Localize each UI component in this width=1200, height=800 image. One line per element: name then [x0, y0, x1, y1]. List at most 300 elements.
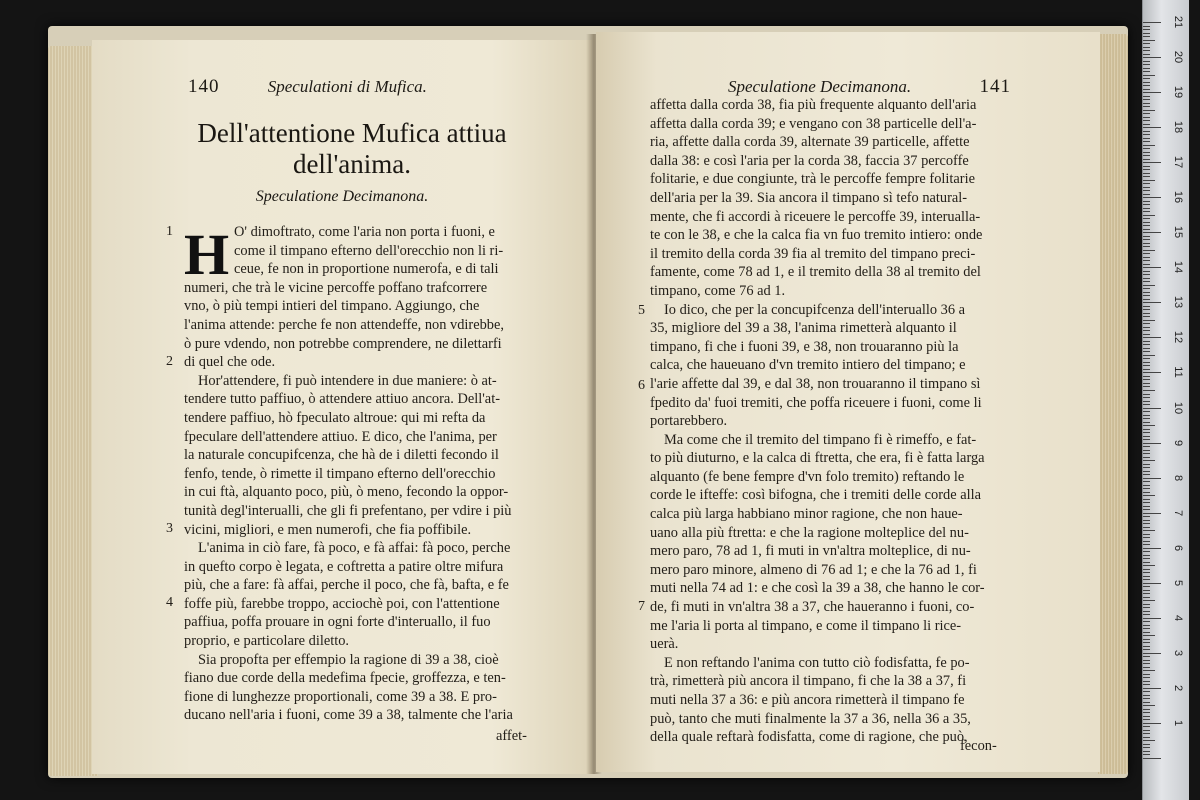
- ruler-tick: [1143, 320, 1155, 321]
- ruler-tick: [1143, 141, 1150, 142]
- ruler-tick: [1143, 450, 1150, 451]
- text-line: il tremito della corda 39 fia al tremito del timpano preci-: [650, 245, 976, 262]
- ruler-tick: [1143, 481, 1150, 482]
- ruler-tick: [1143, 64, 1150, 65]
- ruler-tick: [1143, 681, 1150, 682]
- ruler-tick: [1143, 176, 1150, 177]
- paragraph-number: 4: [166, 595, 173, 610]
- ruler-tick: [1143, 330, 1150, 331]
- ruler-number: 2: [1172, 684, 1184, 691]
- ruler-tick: [1143, 43, 1150, 44]
- ruler-tick: [1143, 611, 1150, 612]
- ruler-tick: [1143, 246, 1150, 247]
- ruler-tick: [1143, 369, 1150, 370]
- ruler-tick: [1143, 548, 1161, 549]
- text-line: ria, affette dalla corda 39, alternate 39 particelle, affette: [650, 134, 970, 151]
- ruler-tick: [1143, 208, 1150, 209]
- ruler-tick: [1143, 614, 1150, 615]
- ruler-tick: [1143, 628, 1150, 629]
- ruler-tick: [1143, 460, 1155, 461]
- ruler-tick: [1143, 222, 1150, 223]
- left-running-head: [188, 76, 427, 98]
- ruler-tick: [1143, 418, 1150, 419]
- ruler-tick: [1143, 211, 1150, 212]
- ruler-tick: [1143, 302, 1161, 303]
- ruler-tick: [1143, 579, 1150, 580]
- left-folio: 140: [188, 76, 220, 97]
- ruler-tick: [1143, 134, 1150, 135]
- ruler-tick: [1143, 61, 1150, 62]
- ruler-number: 8: [1172, 474, 1184, 481]
- page-block-edge-right: [1098, 34, 1128, 774]
- ruler-tick: [1143, 513, 1161, 514]
- ruler-tick: [1143, 516, 1150, 517]
- ruler-tick: [1143, 590, 1150, 591]
- ruler-tick: [1143, 267, 1161, 268]
- ruler-tick: [1143, 474, 1150, 475]
- ruler-tick: [1143, 705, 1155, 706]
- ruler-tick: [1143, 684, 1150, 685]
- ruler-tick: [1143, 656, 1150, 657]
- ruler-tick: [1143, 754, 1150, 755]
- ruler-tick: [1143, 190, 1150, 191]
- ruler-tick: [1143, 691, 1150, 692]
- text-line: timpano, come 76 ad 1.: [650, 282, 786, 299]
- ruler-tick: [1143, 744, 1150, 745]
- ruler-tick: [1143, 541, 1150, 542]
- ruler-tick: [1143, 467, 1150, 468]
- ruler-tick: [1143, 68, 1150, 69]
- ruler-tick: [1143, 723, 1161, 724]
- ruler-tick: [1143, 733, 1150, 734]
- ruler-tick: [1143, 509, 1150, 510]
- text-line: uano alla più ftretta: e che la ragione molteplice del nu-: [650, 524, 969, 541]
- ruler-tick: [1143, 131, 1150, 132]
- measuring-ruler: [1142, 0, 1189, 800]
- paragraph-number: 3: [166, 521, 173, 536]
- ruler-tick: [1143, 299, 1150, 300]
- right-page: [596, 32, 1100, 772]
- paragraph-number: 7: [638, 599, 645, 614]
- ruler-tick: [1143, 159, 1150, 160]
- text-line: uerà.: [650, 636, 679, 653]
- ruler-tick: [1143, 124, 1150, 125]
- text-line: ò pure vdendo, non potrebbe comprendere, ne dilettarfi: [184, 335, 502, 352]
- ruler-tick: [1143, 485, 1150, 486]
- catchword: affet-: [496, 728, 527, 744]
- ruler-number: 16: [1172, 191, 1184, 204]
- ruler-tick: [1143, 239, 1150, 240]
- text-line: timpano, fi che i fuoni 39, e 38, non trouaranno più la: [650, 338, 959, 355]
- text-line: affetta dalla corda 38, fia più frequente alquanto dell'aria: [650, 97, 977, 113]
- ruler-tick: [1143, 271, 1150, 272]
- ruler-tick: [1143, 565, 1155, 566]
- text-line: de, fi muti in vn'altra 38 a 37, che haueranno i fuoni, co-: [650, 599, 975, 616]
- text-line: E non reftando l'anima con tutto ciò fodisfatta, fe po-: [664, 654, 970, 671]
- right-running-title: Speculatione Decimanona.: [728, 77, 912, 96]
- left-page: [92, 40, 592, 774]
- ruler-tick: [1143, 78, 1150, 79]
- ruler-tick: [1143, 22, 1161, 23]
- ruler-tick: [1143, 464, 1150, 465]
- ruler-tick: [1143, 337, 1161, 338]
- ruler-tick: [1143, 453, 1150, 454]
- ruler-number: 12: [1172, 331, 1184, 344]
- ruler-tick: [1143, 569, 1150, 570]
- ruler-tick: [1143, 36, 1150, 37]
- text-line: la naturale concupifcenza, che hà de i diletti fecondo il: [184, 447, 499, 464]
- ruler-tick: [1143, 218, 1150, 219]
- ruler-tick: [1143, 471, 1150, 472]
- text-line: Sia propofta per effempio la ragione di 39 a 38, cioè: [198, 651, 499, 668]
- ruler-tick: [1143, 257, 1150, 258]
- ruler-tick: [1143, 506, 1150, 507]
- ruler-tick: [1143, 204, 1150, 205]
- ruler-tick: [1143, 443, 1161, 444]
- ruler-tick: [1143, 57, 1161, 58]
- ruler-tick: [1143, 162, 1161, 163]
- text-line: può, tanto che muti finalmente la 37 a 36, nella 36 a 35,: [650, 710, 971, 727]
- ruler-tick: [1143, 99, 1150, 100]
- ruler-tick: [1143, 358, 1150, 359]
- ruler-tick: [1143, 26, 1150, 27]
- ruler-tick: [1143, 709, 1150, 710]
- ruler-tick: [1143, 674, 1150, 675]
- ruler-tick: [1143, 576, 1150, 577]
- ruler-tick: [1143, 439, 1150, 440]
- ruler-tick: [1143, 425, 1155, 426]
- ruler-tick: [1143, 288, 1150, 289]
- text-line: 35, migliore del 39 a 38, l'anima rimetterà alquanto il: [650, 320, 957, 337]
- ruler-tick: [1143, 50, 1150, 51]
- text-line: in quefto corpo è legata, e coftretta a patire oltre mifura: [184, 558, 504, 575]
- text-line: mero paro minore, almeno di 76 ad 1; e che la 76 ad 1, fi: [650, 561, 977, 578]
- ruler-tick: [1143, 730, 1150, 731]
- ruler-tick: [1143, 523, 1150, 524]
- ruler-number: 17: [1172, 156, 1184, 169]
- ruler-tick: [1143, 408, 1161, 409]
- ruler-tick: [1143, 688, 1161, 689]
- text-line: fenfo, tende, ò rimette il timpano efterno dell'orecchio: [184, 465, 496, 482]
- text-line: affetta dalla corda 39; e vengano con 38 particelle dell'a-: [650, 115, 977, 132]
- ruler-tick: [1143, 649, 1150, 650]
- ruler-tick: [1143, 415, 1150, 416]
- text-line: me l'aria li porta al timpano, e come il timpano li rice-: [650, 617, 962, 634]
- ruler-tick: [1143, 737, 1150, 738]
- ruler-tick: [1143, 225, 1150, 226]
- ruler-tick: [1143, 586, 1150, 587]
- ruler-tick: [1143, 180, 1155, 181]
- ruler-tick: [1143, 572, 1150, 573]
- ruler-number: 20: [1172, 50, 1184, 64]
- ruler-tick: [1143, 621, 1150, 622]
- ruler-tick: [1143, 187, 1150, 188]
- ruler-tick: [1143, 394, 1150, 395]
- ruler-number: 4: [1172, 614, 1184, 621]
- ruler-tick: [1143, 253, 1150, 254]
- text-line: muti nella 37 a 36: e più ancora rimetterà il timpano fe: [650, 692, 965, 708]
- ruler-tick: [1143, 386, 1150, 387]
- text-line: corde le ifteffe: così bifogna, che i tremiti delle corde alla: [650, 487, 981, 504]
- ruler-tick: [1143, 323, 1150, 324]
- ruler-tick: [1143, 397, 1150, 398]
- ruler-tick: [1143, 71, 1150, 72]
- ruler-tick: [1143, 85, 1150, 86]
- ruler-tick: [1143, 632, 1150, 633]
- paragraph-number: 6: [638, 378, 645, 393]
- text-line: fiano due corde della medefima fpecie, groffezza, e ten-: [184, 670, 506, 687]
- paragraph-number: 2: [166, 354, 173, 369]
- text-line: dell'aria per la 39. Sia ancora il timpano sì tefo natural-: [650, 189, 968, 206]
- text-line: mente, che fi accordi à riceuere le percoffe 39, interualla-: [650, 208, 981, 225]
- ruler-tick: [1143, 446, 1150, 447]
- ruler-tick: [1143, 544, 1150, 545]
- text-line: tunità degl'interualli, che gli fi prefentano, per vdire i più: [184, 502, 512, 519]
- ruler-tick: [1143, 670, 1155, 671]
- ruler-tick: [1143, 530, 1155, 531]
- right-body-text: [650, 96, 985, 747]
- ruler-tick: [1143, 390, 1155, 391]
- ruler-tick: [1143, 583, 1161, 584]
- ruler-tick: [1143, 236, 1150, 237]
- ruler-number: 5: [1172, 579, 1184, 586]
- ruler-tick: [1143, 103, 1150, 104]
- ruler-tick: [1143, 306, 1150, 307]
- ruler-number: 9: [1172, 439, 1184, 446]
- ruler-number: 13: [1172, 296, 1184, 309]
- ruler-tick: [1143, 148, 1150, 149]
- ruler-tick: [1143, 295, 1150, 296]
- text-line: portarebbero.: [650, 413, 728, 430]
- text-line: ducano nell'aria i fuoni, come 39 a 38, talmente che l'aria: [184, 707, 513, 724]
- ruler-tick: [1143, 327, 1150, 328]
- chapter-title-line1: Dell'attentione Mufica attiua: [197, 118, 507, 148]
- ruler-tick: [1143, 600, 1155, 601]
- left-running-title: Speculationi di Mufica.: [267, 77, 427, 96]
- ruler-tick: [1143, 365, 1150, 366]
- ruler-number: 7: [1172, 509, 1184, 516]
- ruler-tick: [1143, 260, 1150, 261]
- ruler-number: 6: [1172, 544, 1184, 551]
- text-line: fpedito da' fuoi tremiti, che poffa riceuere i fuoni, come li: [650, 394, 982, 411]
- ruler-tick: [1143, 411, 1150, 412]
- ruler-tick: [1143, 54, 1150, 55]
- text-line: tendere tutto paffiuo, ò attendere attiuo ancora. Dell'at-: [184, 391, 500, 408]
- ruler-tick: [1143, 642, 1150, 643]
- text-line: famente, come 78 ad 1, e il tremito della 38 al tremito del: [650, 264, 981, 281]
- left-body-text: [184, 223, 513, 725]
- ruler-tick: [1143, 653, 1161, 654]
- ruler-tick: [1143, 618, 1161, 619]
- ruler-tick: [1143, 243, 1150, 244]
- ruler-tick: [1143, 250, 1155, 251]
- ruler-number: 3: [1172, 649, 1184, 656]
- text-line: Io dico, che per la concupifcenza dell'interuallo 36 a: [664, 301, 966, 318]
- ruler-tick: [1143, 502, 1150, 503]
- ruler-tick: [1143, 698, 1150, 699]
- ruler-tick: [1143, 625, 1150, 626]
- ruler-tick: [1143, 215, 1155, 216]
- text-line: l'anima attende: perche fe non attendeffe, non vdirebbe,: [184, 316, 504, 333]
- right-running-head: [728, 76, 1011, 98]
- ruler-tick: [1143, 348, 1150, 349]
- ruler-number: 1: [1172, 719, 1184, 726]
- ruler-tick: [1143, 183, 1150, 184]
- ruler-tick: [1143, 488, 1150, 489]
- ruler-tick: [1143, 429, 1150, 430]
- ruler-tick: [1143, 292, 1150, 293]
- ruler-tick: [1143, 558, 1150, 559]
- ruler-tick: [1143, 82, 1150, 83]
- text-line: O' dimoftrato, come l'aria non porta i fuoni, e: [234, 224, 495, 240]
- text-line: paffiua, poffa prouare in ogni forte d'interuallo, il fuo: [184, 614, 491, 631]
- ruler-tick: [1143, 716, 1150, 717]
- ruler-tick: [1143, 138, 1150, 139]
- ruler-tick: [1143, 607, 1150, 608]
- ruler-tick: [1143, 274, 1150, 275]
- ruler-tick: [1143, 422, 1150, 423]
- ruler-tick: [1143, 117, 1150, 118]
- ruler-tick: [1143, 113, 1150, 114]
- ruler-tick: [1143, 362, 1150, 363]
- ruler-tick: [1143, 383, 1150, 384]
- ruler-tick: [1143, 376, 1150, 377]
- ruler-tick: [1143, 660, 1150, 661]
- text-line: numeri, che trà le vicine percoffe poffano trafcorrere: [184, 279, 488, 296]
- ruler-tick: [1143, 120, 1150, 121]
- chapter-title-line2: dell'anima.: [292, 149, 412, 179]
- text-line: Hor'attendere, fi può intendere in due maniere: ò at-: [198, 372, 497, 389]
- text-line: vicini, migliori, e men numerofi, che fia poffibile.: [184, 521, 472, 538]
- ruler-tick: [1143, 726, 1150, 727]
- chapter-title: [152, 118, 552, 180]
- ruler-tick: [1143, 492, 1150, 493]
- ruler-tick: [1143, 667, 1150, 668]
- ruler-tick: [1143, 457, 1150, 458]
- ruler-tick: [1143, 334, 1150, 335]
- ruler-tick: [1143, 677, 1150, 678]
- ruler-tick: [1143, 313, 1150, 314]
- text-line: muti nella 74 ad 1: e che così la 39 a 38, che hanno le cor-: [650, 580, 985, 597]
- ruler-tick: [1143, 695, 1150, 696]
- ruler-tick: [1143, 173, 1150, 174]
- paragraph-number: 5: [638, 303, 645, 318]
- ruler-tick: [1143, 562, 1150, 563]
- text-line: più, che a fare: fà affai, perche il poco, che fà, bafta, e fe: [184, 577, 509, 594]
- text-line: ceue, fe non in proportione numerofa, e di tali: [234, 261, 499, 278]
- drop-cap: H: [184, 222, 230, 287]
- ruler-tick: [1143, 527, 1150, 528]
- ruler-tick: [1143, 702, 1150, 703]
- paragraph-number: 1: [166, 224, 173, 239]
- text-line: L'anima in ciò fare, fà poco, e fà affai: fà poco, perche: [198, 540, 511, 557]
- ruler-tick: [1143, 404, 1150, 405]
- ruler-number: 10: [1172, 401, 1184, 414]
- ruler-tick: [1143, 495, 1155, 496]
- ruler-tick: [1143, 478, 1161, 479]
- ruler-tick: [1143, 232, 1161, 233]
- ruler-tick: [1143, 229, 1150, 230]
- ruler-tick: [1143, 201, 1150, 202]
- ruler-tick: [1143, 281, 1150, 282]
- ruler-tick: [1143, 537, 1150, 538]
- ruler-tick: [1143, 499, 1150, 500]
- ruler-tick: [1143, 264, 1150, 265]
- ruler-tick: [1143, 635, 1155, 636]
- ruler-tick: [1143, 75, 1155, 76]
- ruler-tick: [1143, 372, 1161, 373]
- ruler-tick: [1143, 436, 1150, 437]
- ruler-tick: [1143, 110, 1155, 111]
- ruler-tick: [1143, 747, 1150, 748]
- text-line: proprio, e particolare diletto.: [184, 633, 350, 650]
- ruler-tick: [1143, 96, 1150, 97]
- ruler-tick: [1143, 551, 1150, 552]
- text-line: trà, rimetterà più ancora il timpano, fi che la 38 a 37, fi: [650, 673, 967, 690]
- ruler-tick: [1143, 285, 1155, 286]
- ruler-tick: [1143, 719, 1150, 720]
- ruler-number: 11: [1172, 366, 1184, 379]
- text-line: in cui ftà, alquanto poco, più, ò meno, fecondo la oppor-: [184, 484, 509, 501]
- ruler-number: 14: [1172, 261, 1184, 274]
- ruler-tick: [1143, 89, 1150, 90]
- text-line: della quale reftarà fodisfatta, come di ragione, che può,: [650, 729, 968, 746]
- text-line: vno, ò più tempi intieri del timpano. Aggiungo, che: [184, 298, 480, 315]
- text-line: to più diuturno, e la calca di ftretta, che era, fi è fatta larga: [650, 450, 985, 467]
- ruler-tick: [1143, 106, 1150, 107]
- ruler-number: 15: [1172, 226, 1184, 239]
- ruler-tick: [1143, 712, 1150, 713]
- catchword: fecon-: [960, 738, 997, 754]
- ruler-tick: [1143, 355, 1155, 356]
- ruler-tick: [1143, 29, 1150, 30]
- ruler-tick: [1143, 155, 1150, 156]
- ruler-tick: [1143, 169, 1150, 170]
- ruler-tick: [1143, 47, 1150, 48]
- text-line: folitarie, e due congiunte, trà le percoffe fempre folitarie: [650, 171, 975, 188]
- text-line: alquanto (fe bene fempre d'vn folo tremito) reftando le: [650, 468, 965, 485]
- ruler-tick: [1143, 278, 1150, 279]
- ruler-tick: [1143, 663, 1150, 664]
- ruler-tick: [1143, 555, 1150, 556]
- right-folio: 141: [979, 76, 1011, 97]
- ruler-tick: [1143, 40, 1155, 41]
- ruler-tick: [1143, 379, 1150, 380]
- ruler-tick: [1143, 751, 1150, 752]
- text-line: fione di lunghezze proportionali, come 39 a 38. E pro-: [184, 688, 497, 705]
- ruler-tick: [1143, 740, 1155, 741]
- ruler-number: 21: [1172, 15, 1184, 29]
- text-line: dalla 38: e così l'aria per la corda 38, faccia 37 percoffe: [650, 152, 969, 169]
- text-line: come il timpano efterno dell'orecchio non li ri-: [234, 242, 504, 259]
- text-line: di quel che ode.: [184, 354, 276, 371]
- ruler-tick: [1143, 604, 1150, 605]
- ruler-tick: [1143, 166, 1150, 167]
- ruler-tick: [1143, 351, 1150, 352]
- ruler-tick: [1143, 520, 1150, 521]
- text-line: calca più larga habbiano minor ragione, che non haue-: [650, 506, 963, 523]
- ruler-tick: [1143, 593, 1150, 594]
- ruler-tick: [1143, 152, 1150, 153]
- text-line: te con le 38, e che la calca fia vn fuo tremito intiero: onde: [650, 227, 983, 244]
- ruler-number: 19: [1172, 85, 1184, 99]
- ruler-tick: [1143, 316, 1150, 317]
- text-line: fpeculare dell'attendere attiuo. E dico, che l'anima, per: [184, 428, 497, 445]
- ruler-tick: [1143, 127, 1161, 128]
- ruler-tick: [1143, 646, 1150, 647]
- text-line: foffe più, farebbe troppo, acciochè poi, con l'attentione: [184, 595, 500, 612]
- chapter-subtitle: Speculatione Decimanona.: [255, 188, 429, 205]
